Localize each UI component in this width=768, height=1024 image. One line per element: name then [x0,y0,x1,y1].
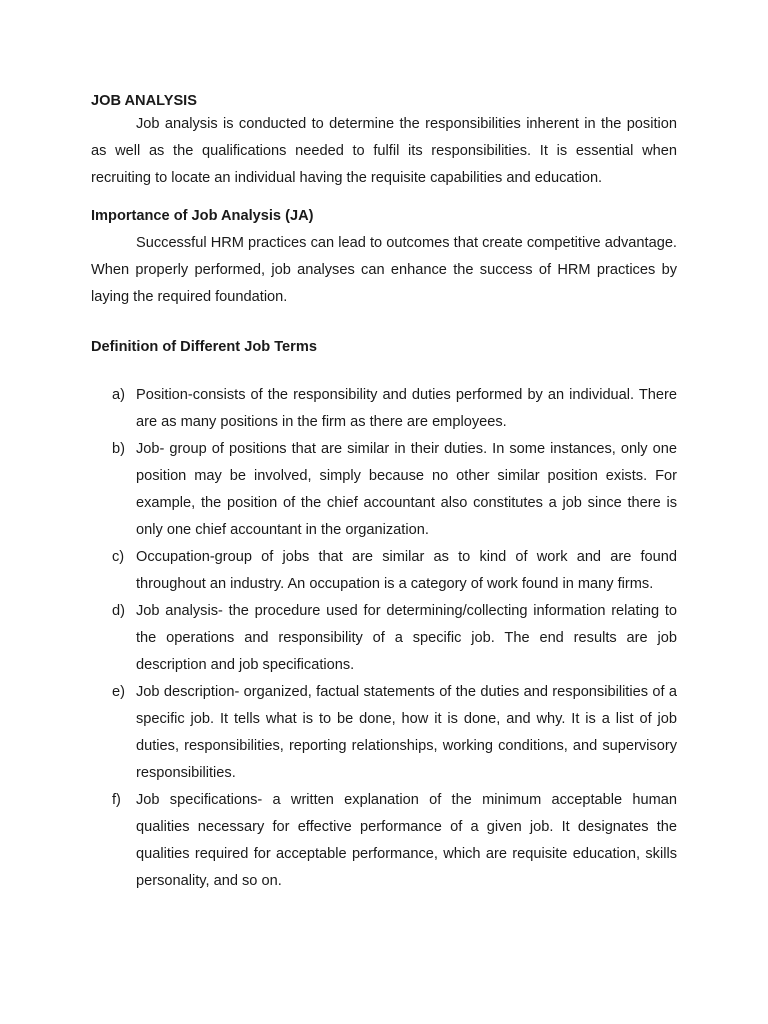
document-title: JOB ANALYSIS [91,93,197,109]
list-item [91,787,677,895]
list-marker: c) [112,549,125,565]
list-item-text: Job description- organized, factual statements of the duties and responsibilities of a specific job. It tells what is to be done, how it is done, and why. It is a list of job duties, responsibilities, reporting relationships, working conditions, and supervisory responsibilities. [136,684,677,781]
definitions-heading: Definition of Different Job Terms [91,339,317,355]
importance-heading: Importance of Job Analysis (JA) [91,208,314,224]
list-item [91,544,677,598]
list-item [91,436,677,544]
list-marker: a) [112,387,125,403]
terms-list [91,382,677,895]
list-item-text: Job analysis- the procedure used for determining/collecting information relating to the operations and responsibility of a specific job. The end results are job description and job specifications. [136,603,677,673]
list-item-text: Job specifications- a written explanation of the minimum acceptable human qualities necessary for effective performance of a given job. It designates the qualities required for acceptable performance, which are requisite education, skills personality, and so on. [136,792,677,889]
list-item-text: Position-consists of the responsibility and duties performed by an individual. There are as many positions in the firm as there are employees. [136,387,677,430]
list-item [91,598,677,679]
importance-paragraph: Successful HRM practices can lead to outcomes that create competitive advantage. When properly performed, job analyses can enhance the success of HRM practices by laying the required foundation. [91,235,677,305]
list-item-text: Occupation-group of jobs that are similar as to kind of work and are found throughout an industry. An occupation is a category of work found in many firms. [136,549,677,592]
list-marker: b) [112,441,125,457]
list-marker: f) [112,792,121,808]
list-item [91,382,677,436]
intro-paragraph: Job analysis is conducted to determine the responsibilities inherent in the position as well as the qualifications needed to fulfil its responsibilities. It is essential when recruiting to locate an individual having the requisite capabilities and education. [91,116,677,186]
list-marker: d) [112,603,125,619]
list-item-text: Job- group of positions that are similar in their duties. In some instances, only one position may be involved, simply because no other similar position exists. For example, the position of the chief accountant also constitutes a job since there is only one chief accountant in the organization. [136,441,677,538]
list-item [91,679,677,787]
list-marker: e) [112,684,125,700]
document-content [91,91,677,895]
